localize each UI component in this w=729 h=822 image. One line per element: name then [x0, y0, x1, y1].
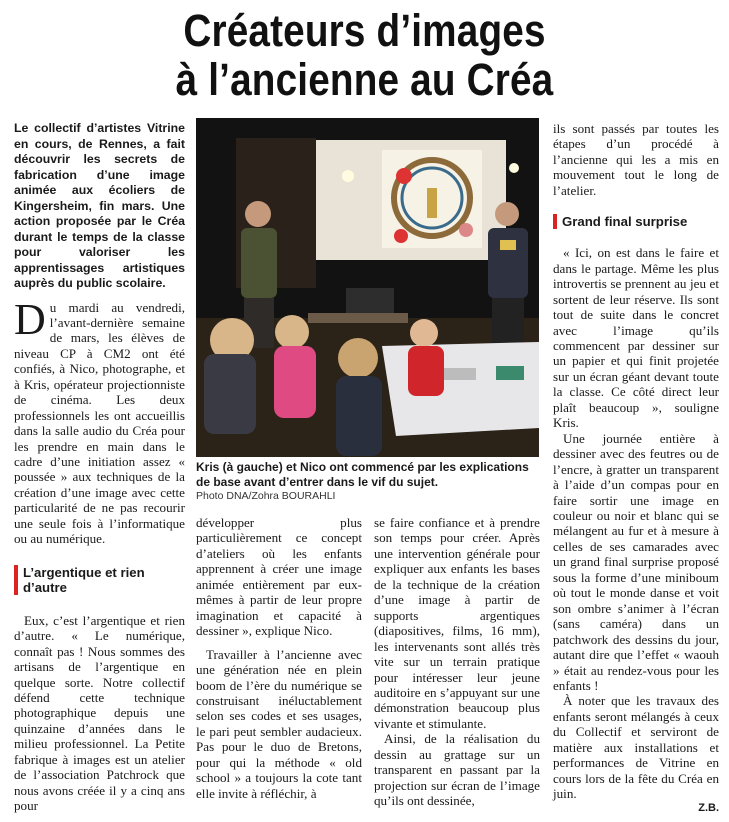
column-1-body	[14, 294, 185, 547]
caption-text: Kris (à gauche) et Nico ont commencé par les explications de base avant d’entrer dans le vif du sujet.	[196, 460, 529, 489]
article-photo	[196, 118, 539, 457]
column-4	[553, 121, 719, 814]
drop-cap: D	[14, 294, 46, 344]
paragraph: « Ici, on est dans le faire et dans le partage. Même les plus introvertis se prennent au jeu et sortent de leur réserve. Ils sont tout de suite dans le concret avec l’image qu’ils commencent par dessiner sur un papier et qui finit projetée sur un écran géant devant toute la classe. Ce côté direct leur plaît beaucoup », souligne Kris.	[553, 245, 719, 431]
subhead-text: Grand final surprise	[553, 214, 719, 229]
subhead-text: L’argentique et rien d’autre	[14, 565, 185, 595]
paragraph: Ainsi, de la réalisation du dessin au grattage sur un transparent en passant par la projection sur écran de l’image qu’ils ont dessinée,	[374, 731, 540, 809]
photo-credit: Photo DNA/Zohra BOURAHLI	[196, 490, 336, 502]
column-4-body	[553, 121, 719, 198]
headline	[51, 6, 678, 104]
column-1	[14, 121, 185, 814]
column-4-body-2	[553, 245, 719, 801]
photo-illustration	[196, 118, 539, 457]
paragraph: À noter que les travaux des enfants seront mélangés à ceux du Collectif et serviront de matière aux installations et performances de Vitrine en cours lors de la fête du Créa en juin.	[553, 693, 719, 802]
paragraph: se faire confiance et à prendre son temps pour créer. Après une intervention générale pour expliquer aux enfants les bases de la technique de la création d’une image à partir de supports argentiques (diapositives, films, 16 mm), les intervenants sont allés très vite sur un terrain pratique pour intéresser leur jeune auditoire en s’appuyant sur une démonstration beaucoup plus vivante et stimulante.	[374, 515, 540, 731]
paragraph: développer plus particulièrement ce concept d’ateliers où les enfants apprennent à créer une image animée entièrement par eux-mêmes à partir de leur propre imagination et capacité à dessiner », explique Nico.	[196, 515, 362, 639]
headline-line-1: Créateurs d’images	[183, 5, 546, 56]
column-3	[374, 515, 540, 809]
headline-line-2: à l’ancienne au Créa	[175, 54, 554, 105]
paragraph: Eux, c’est l’argentique et rien d’autre. « Le numérique, connaît pas ! Nous sommes des artisans de l’argentique en quelque sorte. Notre collectif défend cette technique photographique depuis une quinzaine d’années dans le milieu professionnel. La Petite fabrique à images est un atelier de l’association Patchrock que nous avons créée il y a cinq ans pour	[14, 612, 185, 814]
paragraph: u mardi au vendredi, l’avant-dernière semaine de mars, les élèves de niveau CP à CM2 ont été confiés, à Nico, photographe, et à Kris, opérateur projectionniste de cinéma. Les deux professionnels les ont accueillis dans la salle audio du Créa pour les prendre en main dans le cadre d’une initiation assez « poussée » aux techniques de la création d’une image avec cette particularité de ne pas recourir une seule fois à l’informatique ou au numérique.	[14, 299, 185, 547]
photo-caption	[196, 460, 539, 504]
paragraph: Une journée entière à dessiner avec des feutres ou de l’encre, à gratter un transparent à l’aide d’un compas pour en faire sortir une image en couleur ou noir et blanc qui se mélangent au fur et à mesure à celles de ses camarades avec un grand final surprise proposé sous la forme d’une miniboum où tout le monde danse et voit son ombre s’animer à l’écran (sans caméra) dans un patchwork des dessins du jour, autant dire que l’effet « waouh » était au rendez-vous pour les enfants !	[553, 430, 719, 693]
paragraph: Travailler à l’ancienne avec une génération née en plein boom de l’ère du numérique se construisant inéluctablement selon ses codes et ses usages, le pari peut sembler audacieux. Pas pour le duo de Bretons, pour qui la méthode « old school » a toujours la cote tant elle invite à réfléchir, à	[196, 646, 362, 801]
column-3-body	[374, 515, 540, 809]
column-1-body-2	[14, 613, 185, 814]
paragraph: ils sont passés par toutes les étapes d’un procédé à l’ancienne qui les a mis en mouvement tout le long de l’atelier.	[553, 121, 719, 198]
chapo: Le collectif d’artistes Vitrine en cours, de Rennes, a fait découvrir les secrets de fabrication d’une image animée aux écoliers de Kingersheim, fin mars. Une action proposée par le Créa durant le temps de la classe pour valoriser les apprentissages artistiques auprès du public scolaire.	[14, 121, 185, 290]
subhead-argentique	[14, 565, 185, 595]
column-2-body	[196, 515, 362, 801]
column-2	[196, 515, 362, 801]
subhead-grand-final	[553, 214, 719, 229]
author-signature: Z.B.	[698, 801, 719, 814]
